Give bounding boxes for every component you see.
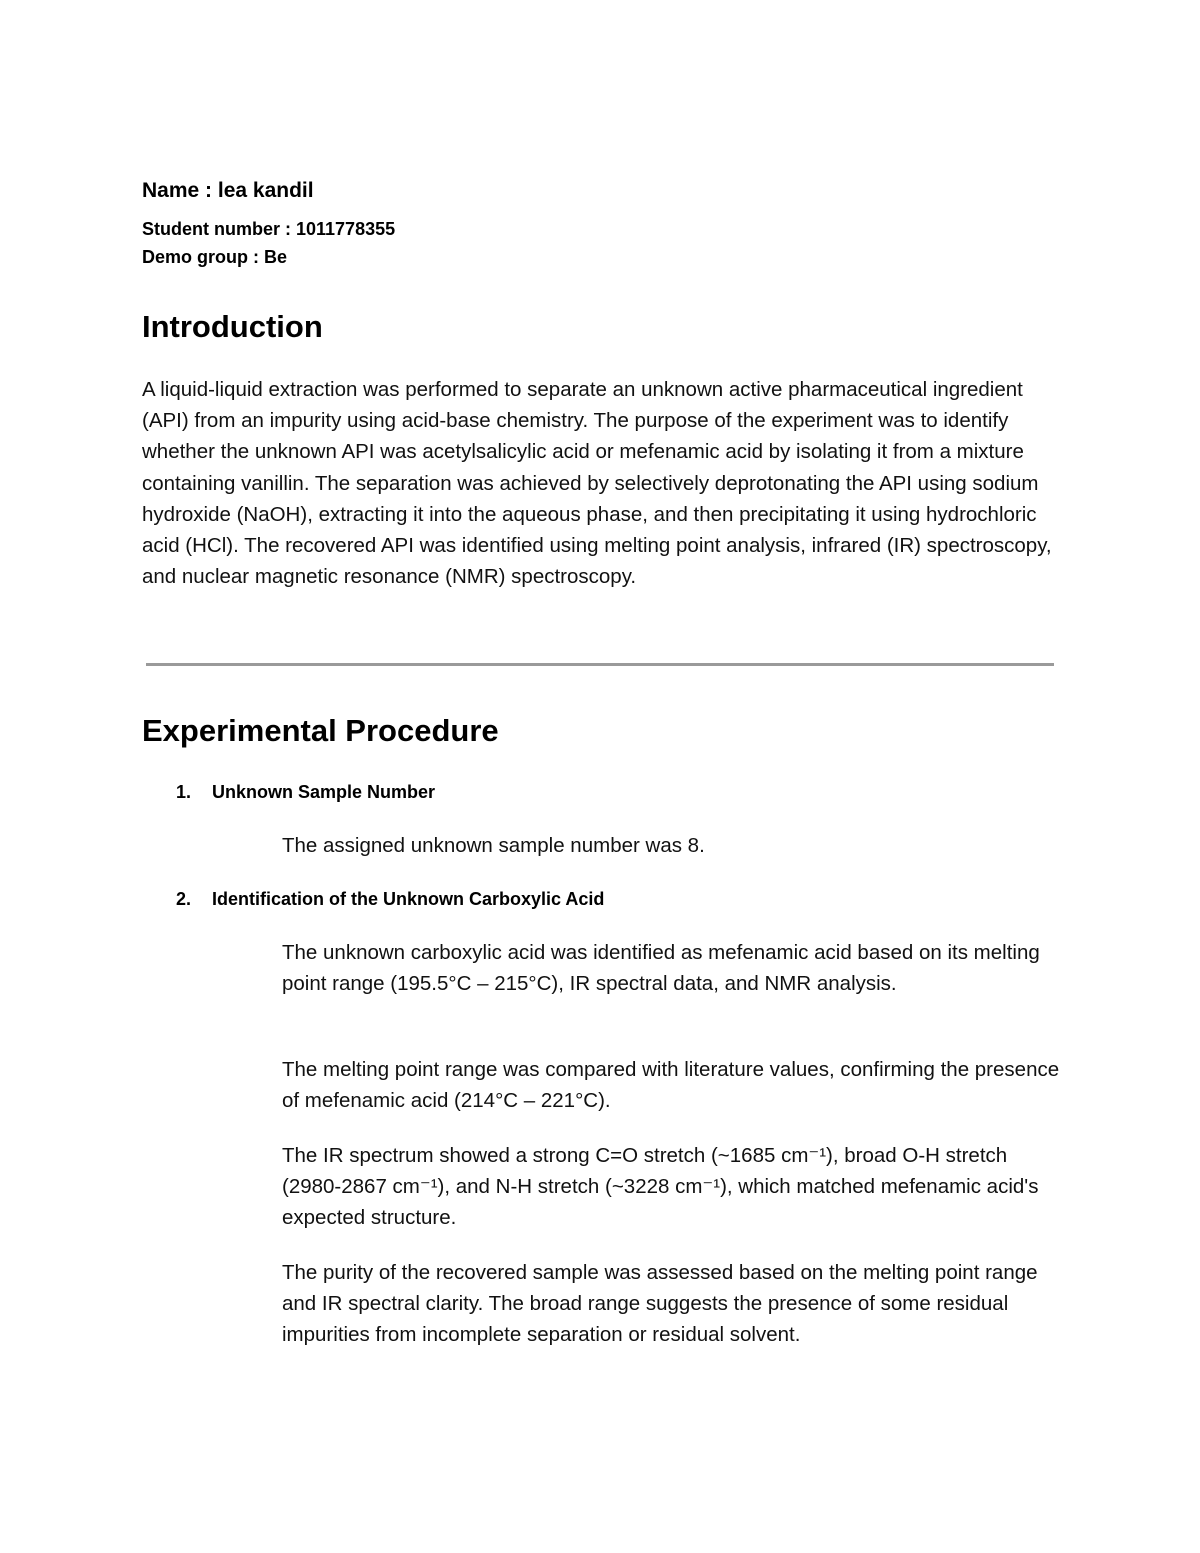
student-number: Student number : 1011778355 (142, 219, 396, 239)
ir-spectrum-paragraph: The IR spectrum showed a strong C=O stretch (~1685 cm⁻¹), broad O-H stretch (2980-2867 cm⁻¹), and N-H stretch (~3228 cm⁻¹), which matched mefenamic acid's expected structure. (282, 1144, 1039, 1230)
section-divider (146, 663, 1054, 666)
introduction-heading: Introduction (142, 309, 323, 344)
list-item-title: Identification of the Unknown Carboxylic Acid (212, 889, 605, 909)
identification-paragraph: The unknown carboxylic acid was identified as mefenamic acid based on its melting point range (195.5°C – 215°C), IR spectral data, and NMR analysis. (282, 941, 1040, 996)
procedure-heading: Experimental Procedure (142, 713, 499, 748)
demo-group: Demo group : Be (142, 247, 288, 267)
list-item-number: 2. (176, 889, 192, 909)
list-item-number: 1. (176, 782, 192, 802)
list-item-heading (176, 780, 435, 804)
list-item-heading (176, 887, 604, 911)
sample-number-paragraph: The assigned unknown sample number was 8. (282, 834, 705, 857)
melting-point-paragraph: The melting point range was compared with literature values, confirming the presence of mefenamic acid (214°C – 221°C). (282, 1058, 1060, 1113)
student-name: Name : lea kandil (142, 179, 314, 202)
list-item-title: Unknown Sample Number (212, 782, 436, 802)
purity-paragraph: The purity of the recovered sample was assessed based on the melting point range and IR spectral clarity. The broad range suggests the presence of some residual impurities from incomplete separation or residual solvent. (282, 1261, 1038, 1347)
introduction-paragraph: A liquid-liquid extraction was performed to separate an unknown active pharmaceutical ingredient (API) from an impurity using acid-base chemistry. The purpose of the experiment was to identify whether the unknown API was acetylsalicylic acid or mefenamic acid by isolating it from a mixture containing vanillin. The separation was achieved by selectively deprotonating the API using sodium hydroxide (NaOH), extracting it into the aqueous phase, and then precipitating it using hydrochloric acid (HCl). The recovered API was identified using melting point analysis, infrared (IR) spectroscopy, and nuclear magnetic resonance (NMR) spectroscopy. (142, 378, 1052, 589)
